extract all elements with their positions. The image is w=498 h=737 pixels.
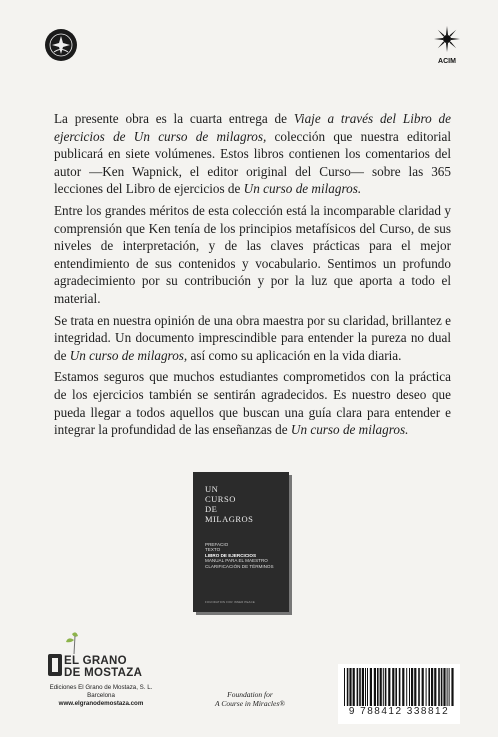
barcode-bar: [418, 668, 420, 706]
italic-run: Un curso de milagros,: [69, 347, 188, 363]
barcode-bar: [426, 668, 427, 706]
barcode-bar: [431, 668, 433, 706]
synopsis: [54, 110, 451, 443]
barcode-bar: [353, 668, 355, 706]
barcode-bar: [406, 668, 407, 706]
book-contents-item: TEXTO: [205, 547, 221, 553]
book-contents-list: [205, 542, 274, 569]
barcode-bar: [365, 668, 366, 706]
italic-run: Un curso de milagros.: [290, 422, 409, 438]
barcode-bar: [344, 668, 345, 706]
barcode-bar: [347, 668, 349, 706]
barcode-bar: [402, 668, 404, 706]
barcode-bar: [370, 668, 372, 706]
barcode-bar: [392, 668, 394, 706]
synopsis-paragraph: [54, 312, 451, 365]
italic-run: Un curso de milagros.: [243, 181, 362, 197]
book-contents-item: PREFACIO: [205, 542, 229, 547]
barcode-bar: [449, 668, 450, 706]
text-run: La presente obra es la cuarta entrega de: [54, 111, 294, 126]
barcode-bar: [441, 668, 443, 706]
barcode-number: 9 788412 338812: [338, 706, 460, 717]
synopsis-paragraph: [54, 110, 451, 198]
barcode-bar: [380, 668, 382, 706]
barcode-bar: [428, 668, 430, 706]
book-contents-item: CLARIFICACIÓN DE TÉRMINOS: [205, 563, 274, 569]
barcode-bar: [451, 668, 453, 706]
foundation-credit: [200, 690, 300, 708]
barcode-bar: [438, 668, 440, 706]
barcode-bar: [359, 668, 361, 706]
barcode-bar: [395, 668, 397, 706]
book-contents-item: MANUAL PARA EL MAESTRO: [205, 558, 268, 564]
barcode-bar: [434, 668, 436, 706]
barcode-bar: [383, 668, 384, 706]
barcode-bar: [377, 668, 379, 706]
barcode-bar: [385, 668, 387, 706]
barcode-bar: [411, 668, 413, 706]
barcode-bar: [447, 668, 448, 706]
barcode-bar: [357, 668, 359, 706]
publisher-address: Ediciones El Grano de Mostaza, S. L.: [49, 684, 153, 691]
publisher-url: www.elgranodemostaza.com: [58, 700, 144, 708]
publisher-info: [40, 684, 162, 709]
synopsis-paragraph: [54, 202, 451, 308]
italic-run: Viaje a través del Libro de ejercicios de Un curso de milagros,: [54, 111, 451, 144]
synopsis-paragraph: [54, 368, 451, 438]
barcode-bar: [414, 668, 416, 706]
text-run: así como su aplicación en la vida diaria.: [187, 347, 402, 363]
barcode-bar: [399, 668, 401, 706]
foundation-line: Foundation for: [227, 690, 273, 699]
publisher-name-line: EL GRANO: [64, 655, 127, 667]
book-contents-item: LIBRO DE EJERCICIOS: [205, 552, 257, 558]
text-run: Entre los grandes méritos de esta colección está la incomparable claridad y comprensión que Ken tenía de los principios metafísicos del Curso, de sus niveles de interpretación, y de las claves prácticas para el mejor entendimiento de sus contenidos y vocabulario. Sentimos un profundo agradecimiento por su contribución y por la luz que aporta a todo el material.: [54, 202, 451, 306]
publisher-city: Barcelona: [87, 692, 115, 700]
barcode-bar: [409, 668, 410, 706]
book-front: [193, 472, 289, 612]
book-footer: FOUNDATION FOR INNER PEACE: [205, 600, 255, 604]
starburst-icon: [434, 26, 460, 52]
barcode-bar: [388, 668, 390, 706]
forgiveness-seal-icon: [44, 28, 78, 62]
text-run: Estamos seguros que muchos estudiantes comprometidos con la práctica de los ejercicios también se sentirán agradecidos. Es nuestro deseo que pueda llegar a todos aquellos que buscan una guía clara para entender e integrar la profundidad de las enseñanzas de: [54, 369, 451, 438]
book-title: UN CURSO DE MILAGROS: [205, 484, 254, 524]
barcode-bar: [422, 668, 424, 706]
foundation-line: A Course in Miracles®: [215, 699, 285, 708]
barcode-bar: [443, 668, 445, 706]
text-run: colección que nuestra editorial publicará en siete volúmenes. Estos libros contienen los comentarios del autor —Ken Wapnick, el editor original del Curso— sobre las 365 lecciones del Libro de ejercicios de: [54, 128, 451, 197]
barcode-bar: [362, 668, 364, 706]
barcode-bar: [374, 668, 376, 706]
text-run: Se trata en nuestra opinión de una obra maestra por su claridad, brillantez e integridad. Un documento imprescindible para entender la pureza no dual de: [54, 312, 451, 363]
barcode-bar: [367, 668, 368, 706]
book-cover-image: [193, 472, 297, 618]
publisher-name-line: DE MOSTAZA: [64, 667, 143, 679]
publisher-name: [64, 655, 142, 679]
acim-label: ACIM: [438, 58, 456, 65]
acim-logo: [432, 26, 462, 65]
barcode-bar: [349, 668, 351, 706]
